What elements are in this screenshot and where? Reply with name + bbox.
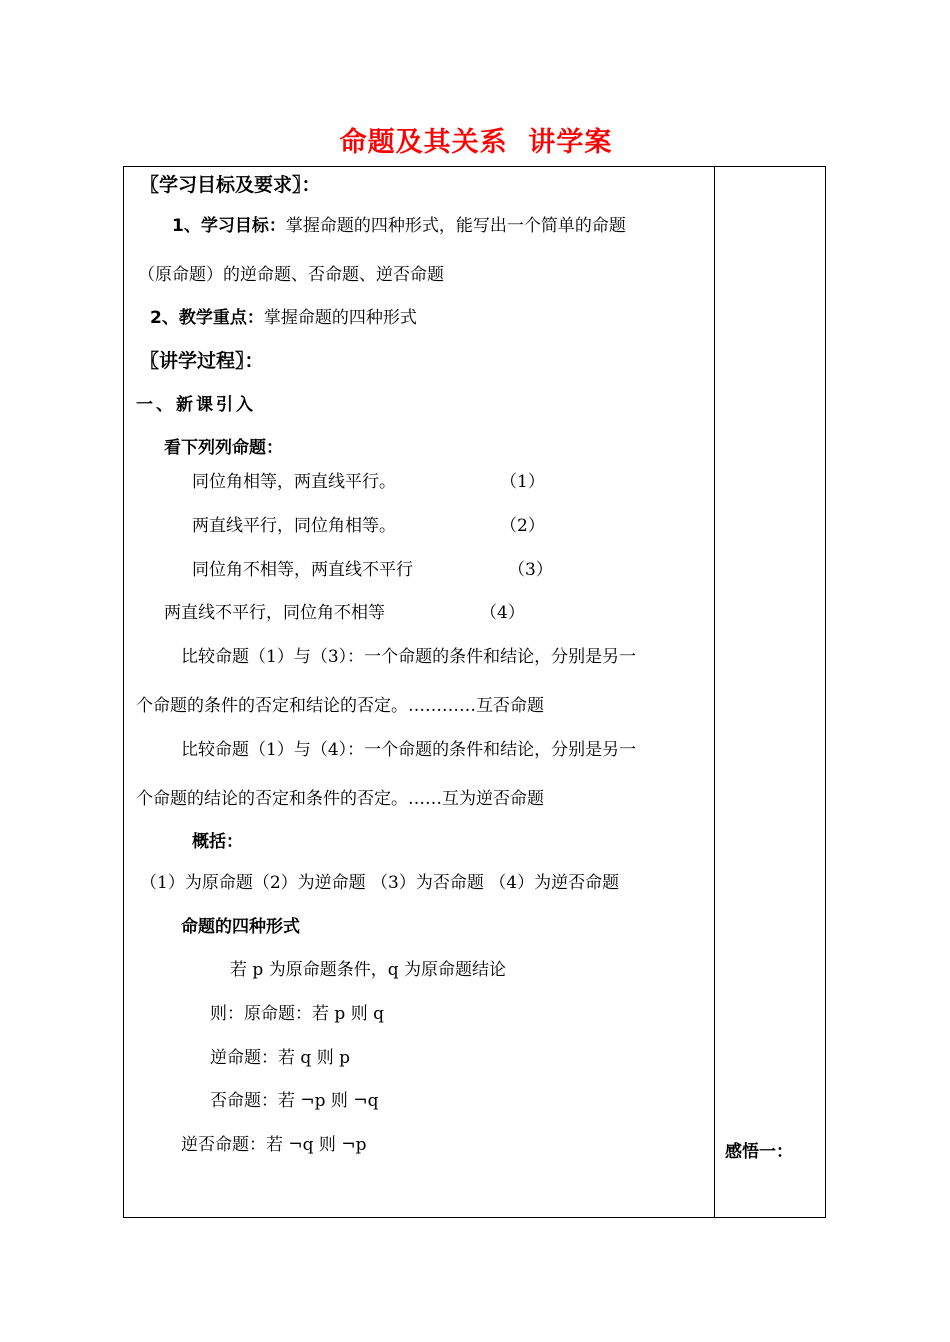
proposition-1: 同位角相等，两直线平行。 [192,472,396,492]
goal-label: 1、学习目标： [172,216,286,236]
proposition-4: 两直线不平行，同位角不相等 [164,603,385,623]
focus-line [150,307,417,329]
process-heading: 〖讲学过程〗： [140,350,264,372]
inverse-proposition: 否命题：若 ¬p 则 ¬q [210,1091,379,1111]
converse-proposition: 逆命题：若 q 则 p [210,1048,350,1068]
look-label: 看下列列命题： [164,438,283,458]
proposition-2-number: （2） [500,516,545,536]
premise-line: 若 p 为原命题条件，q 为原命题结论 [230,960,506,980]
original-proposition: 则：原命题：若 p 则 q [210,1004,384,1024]
focus-text: 掌握命题的四种形式 [263,308,417,328]
goal-line-2: （原命题）的逆命题、否命题、逆否命题 [138,265,444,285]
goal-text-1: 掌握命题的四种形式，能写出一个简单的命题 [285,216,626,236]
column-divider [714,166,715,1218]
compare-1-4-line-1: 比较命题（1）与（4）：一个命题的条件和结论，分别是另一 [181,740,637,760]
goal-line-1 [172,215,626,237]
proposition-3: 同位角不相等，两直线不平行 [192,560,413,580]
proposition-2: 两直线平行，同位角相等。 [192,516,396,536]
summary-label: 概括： [192,832,243,852]
proposition-4-number: （4） [480,603,525,623]
objectives-heading: 〖学习目标及要求〗： [140,174,321,196]
proposition-1-number: （1） [500,472,545,492]
document-title: 命题及其关系 讲学案 [339,127,613,158]
section-new-lesson: 一、新课引入 [136,395,256,415]
compare-1-3-line-2: 个命题的条件的否定和结论的否定。…………互否命题 [136,696,544,716]
compare-1-4-line-2: 个命题的结论的否定和条件的否定。……互为逆否命题 [136,789,544,809]
compare-1-3-line-1: 比较命题（1）与（3）：一个命题的条件和结论，分别是另一 [181,647,637,667]
side-note-reflection: 感悟一： [725,1142,793,1162]
summary-text: （1）为原命题（2）为逆命题 （3）为否命题 （4）为逆否命题 [140,873,620,893]
focus-label: 2、教学重点： [150,308,264,328]
proposition-3-number: （3） [508,560,553,580]
four-forms-heading: 命题的四种形式 [181,917,300,937]
contrapositive-proposition: 逆否命题：若 ¬q 则 ¬p [181,1135,367,1155]
